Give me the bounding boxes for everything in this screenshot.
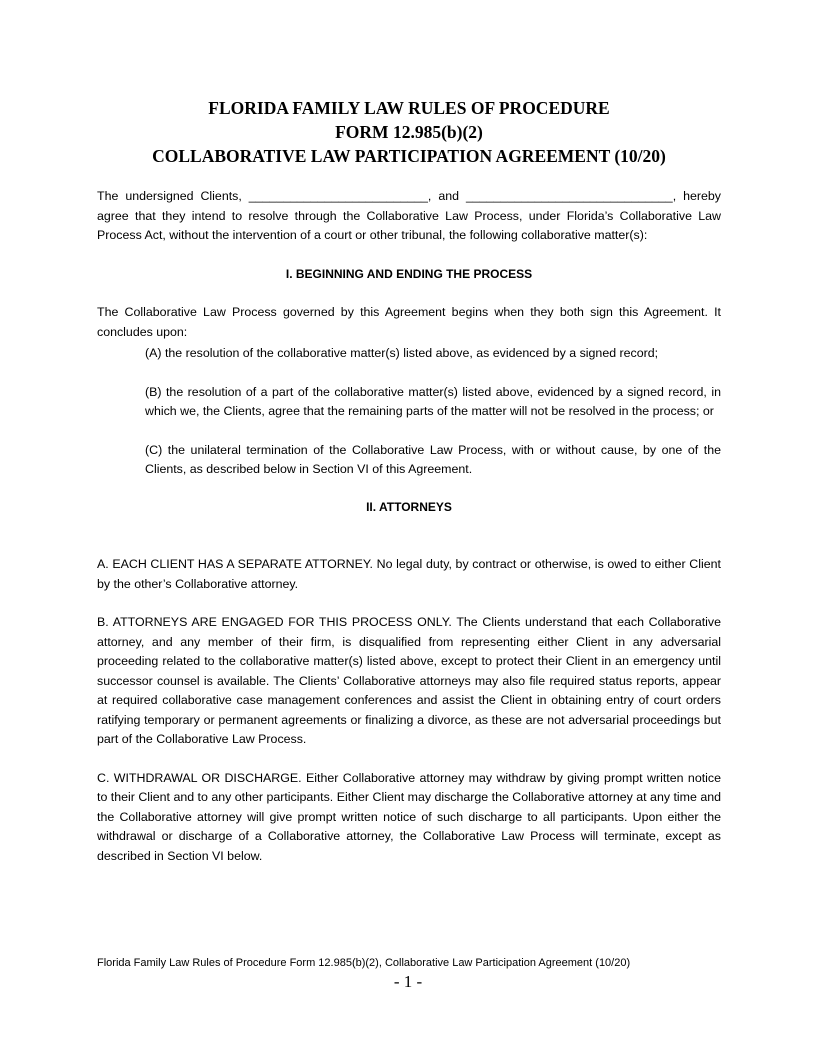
section-2-para-a: A. EACH CLIENT HAS A SEPARATE ATTORNEY. No legal duty, by contract or otherwise, is owed to either Client by the other’s Collaborative attorney. (97, 557, 721, 591)
section-1-heading: I. BEGINNING AND ENDING THE PROCESS (285, 266, 533, 281)
title-line-1: FLORIDA FAMILY LAW RULES OF PROCEDURE (208, 98, 610, 118)
section-1-item-b: (B) the resolution of a part of the collaborative matter(s) listed above, evidenced by a signed record, in which we, the Clients, agree that the remaining parts of the matter will not be resolved in the process; or (145, 384, 721, 418)
document-page (97, 96, 721, 866)
title-line-3: COLLABORATIVE LAW PARTICIPATION AGREEMENT (10/20) (152, 146, 666, 166)
section-1-item-c: (C) the unilateral termination of the Collaborative Law Process, with or without cause, by one of the Clients, as described below in Section VI of this Agreement. (145, 442, 721, 476)
page-footer: Florida Family Law Rules of Procedure Form 12.985(b)(2), Collaborative Law Participation Agreement (10/20) (97, 957, 631, 969)
section-2-para-b: B. ATTORNEYS ARE ENGAGED FOR THIS PROCESS ONLY. The Clients understand that each Collaborative attorney, and any member of their firm, is disqualified from representing either Client in any adversarial proceeding related to the collaborative matter(s) listed above, except to protect their Client in an emergency until successor counsel is available. The Clients’ Collaborative attorneys may also file required status reports, appear at required collaborative case management conferences and assist the Client in obtaining entry of court orders ratifying temporary or permanent agreements or finalizing a divorce, as these are not adversarial proceedings but part of the Collaborative Law Process. (97, 615, 721, 746)
section-2-heading: II. ATTORNEYS (366, 499, 452, 514)
document-title (97, 96, 721, 168)
intro-paragraph: The undersigned Clients, __________________________, and ______________________________, hereby agree that they intend to resolve through the Collaborative Law Process, under Florida’s Collaborative Law Process Act, without the intervention of a court or other tribunal, the following collaborative matter(s): (97, 189, 721, 242)
page-number: - 1 - (393, 972, 423, 991)
section-1-paragraph: The Collaborative Law Process governed by this Agreement begins when they both sign this Agreement. It concludes upon: (97, 305, 721, 339)
title-line-2: FORM 12.985(b)(2) (335, 122, 483, 142)
section-2-para-c: C. WITHDRAWAL OR DISCHARGE. Either Collaborative attorney may withdraw by giving prompt written notice to their Client and to any other participants. Either Client may discharge the Collaborative attorney at any time and the Collaborative attorney will give prompt written notice of such discharge to all participants. Upon either the withdrawal or discharge of a Collaborative attorney, the Collaborative Law Process will terminate, except as described in Section VI below. (97, 770, 721, 863)
section-1-item-a: (A) the resolution of the collaborative matter(s) listed above, as evidenced by a signed record; (145, 346, 659, 360)
